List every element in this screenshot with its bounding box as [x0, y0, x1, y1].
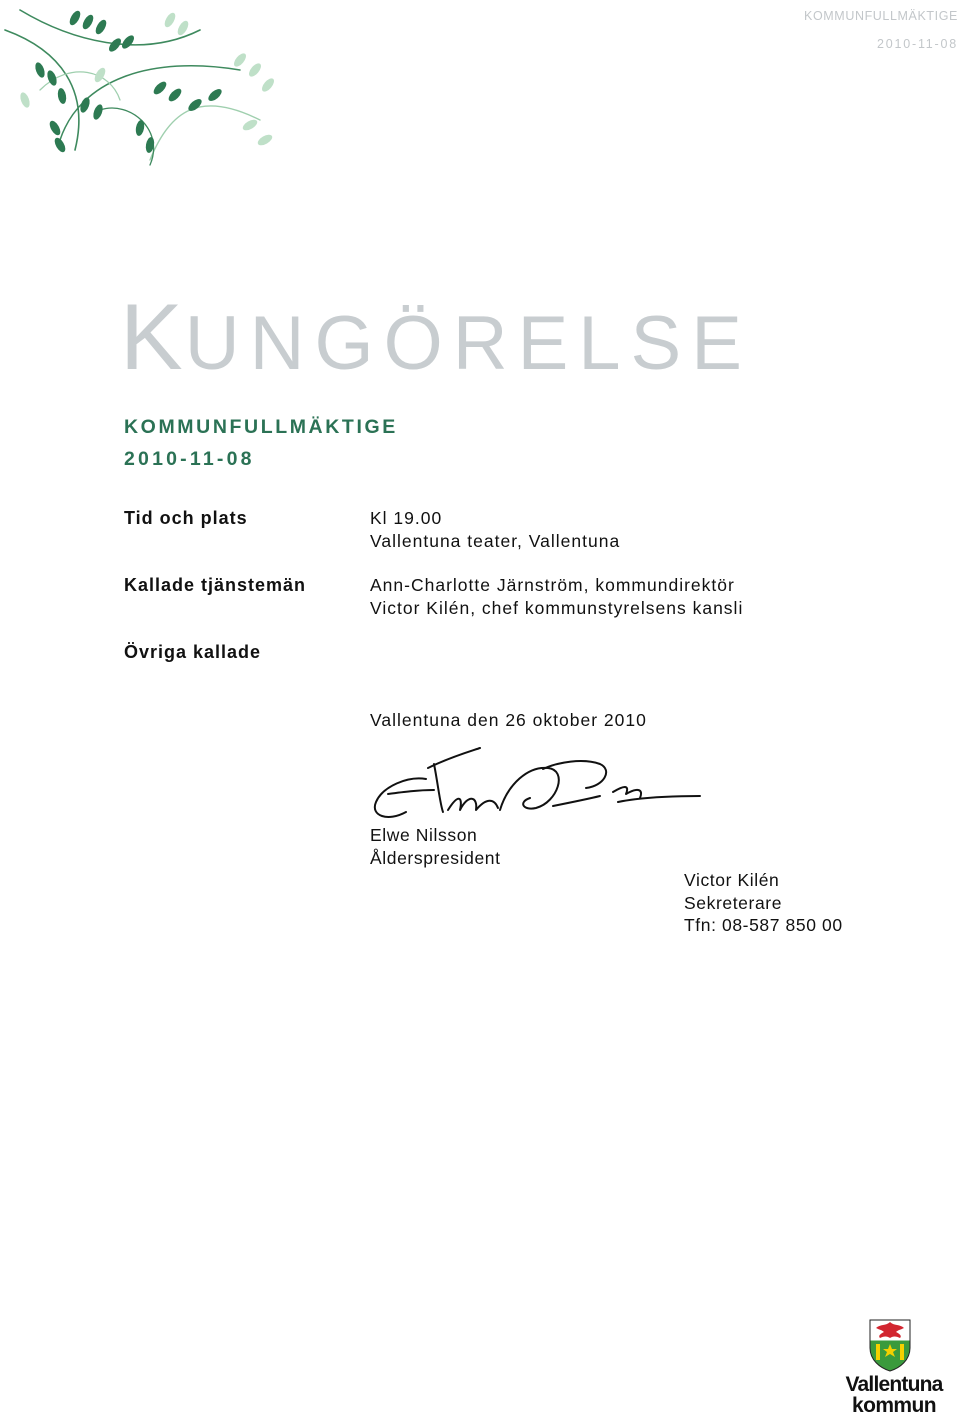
logo-text-line2: kommun [852, 1394, 936, 1417]
header-date: 2010-11-08 [876, 37, 958, 51]
coat-of-arms-icon [868, 1318, 912, 1372]
logo-text-line1: Vallentuna [845, 1373, 943, 1396]
official-2: Victor Kilén, chef kommunstyrelsens kansli [370, 598, 744, 618]
signature-image [368, 744, 708, 826]
officials-label: Kallade tjänstemän [124, 575, 307, 595]
secretary-phone: Tfn: 08-587 850 00 [684, 915, 843, 935]
page-title [120, 284, 752, 389]
secretary-title: Sekreterare [684, 893, 783, 913]
official-1: Ann-Charlotte Järnström, kommundirektör [370, 575, 735, 595]
municipality-logo [834, 1318, 954, 1416]
subtitle-date: 2010-11-08 [124, 448, 255, 470]
title-initial: K [120, 284, 185, 389]
leaf-ornament-icon [0, 0, 300, 170]
signer-title: Ålderspresident [370, 848, 501, 868]
subtitle-org: KOMMUNFULLMÄKTIGE [124, 416, 398, 438]
time-value: Kl 19.00 [370, 508, 443, 528]
header-org: KOMMUNFULLMÄKTIGE [804, 9, 958, 23]
place-value: Vallentuna teater, Vallentuna [370, 531, 621, 551]
others-label: Övriga kallade [124, 642, 262, 662]
secretary-name: Victor Kilén [684, 870, 780, 890]
title-rest: UNGÖRELSE [184, 301, 752, 386]
place-date: Vallentuna den 26 oktober 2010 [370, 710, 647, 730]
signer-name: Elwe Nilsson [370, 825, 478, 845]
time-place-label: Tid och plats [124, 508, 248, 528]
